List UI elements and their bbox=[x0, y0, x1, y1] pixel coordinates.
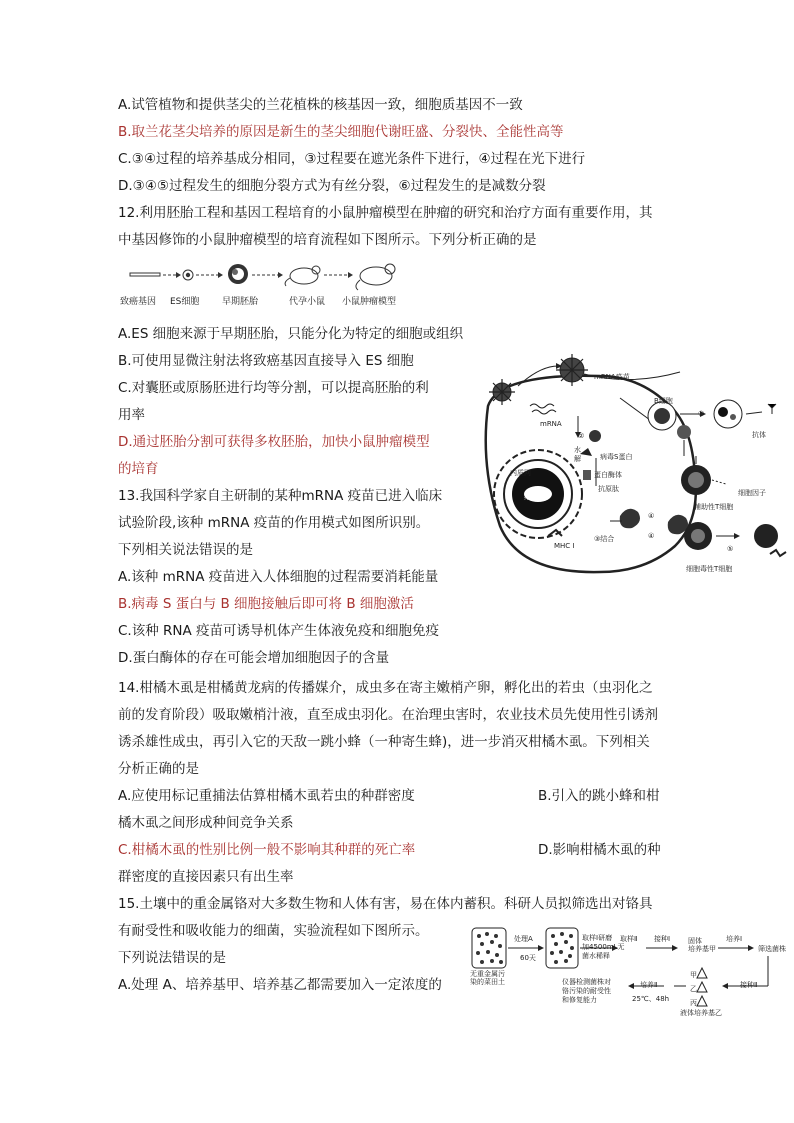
diag-label-antigen-peptide: 抗原肽 bbox=[598, 485, 619, 493]
flow-label-detect: 仪器检测菌株对 铬污染的耐受性 和修复能力 bbox=[562, 978, 611, 1004]
q15-stem-line3: 下列说法错误的是 bbox=[118, 950, 226, 966]
diag-label-virus-s-protein: 病毒S蛋白 bbox=[600, 453, 633, 461]
q14-option-d-line1: D.影响柑橘木虱的种 bbox=[538, 842, 661, 858]
q13-stem-line1: 13.我国科学家自主研制的某种mRNA 疫苗已进入临床 bbox=[118, 488, 443, 504]
flow-label-liquid-medium: 液体培养基乙 bbox=[680, 1009, 722, 1017]
flow-label-take2: 取样Ⅱ bbox=[620, 935, 638, 943]
diag-label-mrna-vaccine: mRNA疫苗 bbox=[594, 373, 630, 381]
flow-label-culture1: 培养Ⅰ bbox=[726, 935, 743, 943]
flow-label-flask-jia: 甲 bbox=[690, 971, 697, 979]
q15-option-a: A.处理 A、培养基甲、培养基乙都需要加入一定浓度的 bbox=[118, 977, 442, 993]
flow-label-inoc2: 接种Ⅱ bbox=[740, 981, 758, 989]
diag-label-helper-t: 辅助性T细胞 bbox=[694, 503, 734, 511]
flow-label-es-cell: ES细胞 bbox=[170, 297, 200, 307]
q14-stem-line3: 诱杀雄性成虫，再引入它的天敌一跳小蜂（一种寄生蜂)，进一步消灭柑橘木虱。下列相关 bbox=[118, 734, 650, 750]
q13-option-d: D.蛋白酶体的存在可能会增加细胞因子的含量 bbox=[118, 650, 390, 666]
q12-option-d-line1: D.通过胚胎分割可获得多枚胚胎，加快小鼠肿瘤模型 bbox=[118, 434, 430, 450]
flow-label-inoc1: 接种Ⅰ bbox=[654, 935, 671, 943]
q13-stem-line3: 下列相关说法错误的是 bbox=[118, 542, 253, 558]
diag-label-antibody: 抗体 bbox=[752, 431, 766, 439]
diag-label-mrna: mRNA bbox=[540, 420, 562, 428]
q12-option-d-line2: 的培育 bbox=[118, 461, 159, 477]
q11-option-c: C.③④过程的培养基成分相同，③过程要在遮光条件下进行，④过程在光下进行 bbox=[118, 151, 586, 167]
flow-label-tumor-model: 小鼠肿瘤模型 bbox=[342, 297, 397, 307]
q13-option-c: C.该种 RNA 疫苗可诱导机体产生体液免疫和细胞免疫 bbox=[118, 623, 440, 639]
diag-label-step5a: ⑤ bbox=[698, 410, 705, 418]
q12-stem-line1: 12.利用胚胎工程和基因工程培育的小鼠肿瘤模型在肿瘤的研究和治疗方面有重要作用，其 bbox=[118, 205, 653, 221]
flow-label-flask-bing: 丙 bbox=[690, 999, 697, 1007]
diag-label-step5b: ⑤ bbox=[727, 545, 734, 553]
q14-option-d-line2: 群密度的直接因素只有出生率 bbox=[118, 869, 294, 885]
diag-label-step4b: ④ bbox=[648, 532, 655, 540]
diag-label-proteasome: 蛋白酶体 bbox=[594, 471, 622, 479]
diag-label-cytokine: 细胞因子 bbox=[738, 489, 766, 497]
q12-option-c-line1: C.对囊胚或原肠胚进行均等分割，可以提高胚胎的利 bbox=[118, 380, 429, 396]
flow-label-days: 60天 bbox=[520, 954, 536, 962]
q11-option-a: A.试管植物和提供茎尖的兰花植株的核基因一致，细胞质基因不一致 bbox=[118, 97, 523, 113]
flow-label-surrogate-mouse: 代孕小鼠 bbox=[289, 297, 326, 307]
flow-label-treat-a: 处理A bbox=[514, 935, 533, 943]
diag-label-ctl: 细胞毒性T细胞 bbox=[686, 565, 733, 573]
q13-option-b: B.病毒 S 蛋白与 B 细胞接触后即可将 B 细胞激活 bbox=[118, 596, 414, 612]
diag-label-er: 内质网 bbox=[510, 469, 531, 477]
diag-label-step2: ② bbox=[578, 432, 585, 440]
diag-label-hydrolysis: 水 解 bbox=[574, 446, 581, 463]
flow-label-culture2: 培养Ⅱ bbox=[640, 981, 658, 989]
flow-label-flask-yi: 乙 bbox=[690, 985, 697, 993]
q14-option-b-line1: B.引入的跳小蜂和柑 bbox=[538, 788, 660, 804]
flow-label-screen: 筛选菌株 bbox=[758, 945, 786, 953]
q13-option-a: A.该种 mRNA 疫苗进入人体细胞的过程需要消耗能量 bbox=[118, 569, 439, 585]
q14-option-a: A.应使用标记重捕法估算柑橘木虱若虫的种群密度 bbox=[118, 788, 415, 804]
q14-option-c: C.柑橘木虱的性别比例一般不影响其种群的死亡率 bbox=[118, 842, 416, 858]
q12-stem-line2: 中基因修饰的小鼠肿瘤模型的培育流程如下图所示。下列分析正确的是 bbox=[118, 232, 537, 248]
q14-option-b-line2: 橘木虱之间形成种间竞争关系 bbox=[118, 815, 294, 831]
flow-label-condition: 25℃、48h bbox=[632, 995, 670, 1003]
diag-label-b-cell: B细胞 bbox=[654, 397, 673, 405]
q12-option-a: A.ES 细胞来源于早期胚胎，只能分化为特定的细胞或组织 bbox=[118, 326, 464, 342]
q11-option-d: D.③④⑤过程发生的细胞分裂方式为有丝分裂，⑥过程发生的是减数分裂 bbox=[118, 178, 546, 194]
flow-label-sample: 取样Ⅰ研磨 加4500mL无 菌水稀释 bbox=[582, 934, 625, 960]
diag-label-nucleus: 细胞核 bbox=[524, 493, 545, 501]
diag-label-mhc1: MHC Ⅰ bbox=[554, 542, 575, 550]
q14-stem-line1: 14.柑橘木虱是柑橘黄龙病的传播媒介，成虫多在寄主嫩梢产卵，孵化出的若虫（虫羽化之 bbox=[118, 680, 653, 696]
q14-stem-line4: 分析正确的是 bbox=[118, 761, 199, 777]
q11-option-b: B.取兰花茎尖培养的原因是新生的茎尖细胞代谢旺盛、分裂快、全能性高等 bbox=[118, 124, 564, 140]
flow-label-soil: 无重金属污 染的菜田土 bbox=[470, 970, 505, 986]
q15-stem-line1: 15.土壤中的重金属铬对大多数生物和人体有害，易在体内蓄积。科研人员拟筛选出对铬具 bbox=[118, 896, 653, 912]
q12-option-b: B.可使用显微注射法将致癌基因直接导入 ES 细胞 bbox=[118, 353, 414, 369]
diag-label-step4a: ④ bbox=[648, 512, 655, 520]
flow-label-solid-medium: 固体 培养基甲 bbox=[688, 937, 716, 953]
q14-stem-line2: 前的发育阶段）吸取嫩梢汁液，直至成虫羽化。在治理虫害时，农业技术员先使用性引诱剂 bbox=[118, 707, 658, 723]
q12-option-c-line2: 用率 bbox=[118, 407, 145, 423]
q15-stem-line2: 有耐受性和吸收能力的细菌，实验流程如下图所示。 bbox=[118, 923, 429, 939]
flow-label-early-embryo: 早期胚胎 bbox=[222, 297, 259, 307]
diag-label-combine: ③结合 bbox=[594, 535, 615, 543]
q13-stem-line2: 试验阶段,该种 mRNA 疫苗的作用模式如图所识别。 bbox=[118, 515, 430, 531]
flow-label-oncogene: 致癌基因 bbox=[120, 297, 157, 307]
